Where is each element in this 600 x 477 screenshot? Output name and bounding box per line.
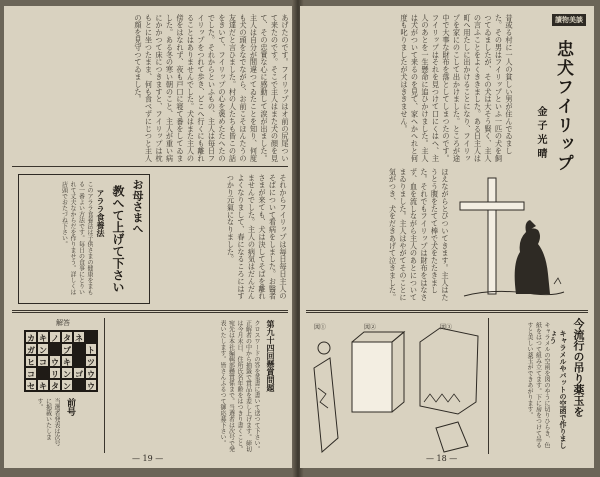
- cross-and-dog-illustration: [454, 174, 574, 304]
- craft-diagrams: [308, 318, 484, 458]
- figure-label-1: 図①: [314, 324, 327, 331]
- story-text-upper: 昔或る村に一人の貧しい男が住んでゐました。その男はフイリップといふ一匹の犬を飼つてゐましたが、その犬は大そう賢く、主人の言ふことをよくききました。ある日主人は町へ用たしに出かけることになり、フイリップを家にのこして出かけました。ところが途中で大事な財布を落としてしまつたのです。フイリップはそれを見つけて口にくはへ、主人のあとを一生懸命に追ひかけました。主人は犬がついて来るのを見て、家へかへれと何度も叱りましたが犬はききません。: [400, 14, 514, 162]
- left-page: あげたのです。フイリップはオ前の尻尾ついて来たのです。そこで主人はまた犬の顔を見て、その忠實な心に感動して涙が出ました。主人は自分が間違つてゐたことを知り、何度も犬の頭をなでながら、お前こそほんたうの友達だと言ひました。村の人たちも皆この話をきいて、フイリップの心を褒めたたへたのでした。それからといふもの、主人は毎日フイリップをつれて歩き、どこへ行くにも離れることはありませんでした。犬はまた主人の傍をはなれず、夜も戸口に寝て番をしてゐました。ある冬の寒い朝のこと、主人が重い病にかかつて床につきますと、フイリップは枕もとに坐つたまま、何も食べずにじつと主人の顔を見守つてゐました。 お母さまへ 教へて上げて下さい アララ食養法 このアララ食養法は子供さまの健康をまもる一番よい方法です。毎日の食事にとりいれて丈夫なからだを作りませう。詳しくは店頭でおたづね下さい。 それからフイリップは毎日毎日主人のそばについて看病をしました。お醫者さまが来ても、犬は決してそばを離れませんでした。主人の病気はだんだんよくなりまして、春になるころにはすつかり元氣になりました。 解答 カ キ ノ タ ネ ガ ン プ ト ヒ コ ウ キ ツ コ リ ン ゴ ウ セ キ タ ン ウ 前号 当選者発表は次号に掲載いたします。 クロスワードの答を葉書に書いて送つて下さい。正解者の中から抽籤で賞品を差し上げます。締切は今月末日、住所氏名年齢をはつきり書くこと。宛先は本社編輯部懸賞係まで。当選者は次号で発表いたします。皆さんふるつて御応募下さい。 第九十四回懸賞問題 — 19 —: [4, 6, 294, 468]
- contest-notes: クロスワードの答を葉書に書いて送つて下さい。正解者の中から抽籤で賞品を差し上げます。締切は今月末日、住所氏名年齢をはつきり書くこと。宛先は本社編輯部懸賞係まで。当選者は次号で発表いたします。皆さんふるつて御応募下さい。: [219, 320, 260, 452]
- series-tag: 讀物美談: [552, 14, 586, 26]
- right-page: [300, 6, 594, 468]
- advert-box: お母さまへ 教へて上げて下さい アララ食養法 このアララ食養法は子供さまの健康をまもる一番よい方法です。毎日の食事にとりいれて丈夫なからだを作りませう。詳しくは店頭でおたづね下さい。: [18, 174, 150, 304]
- left-folio: — 19 —: [132, 454, 164, 463]
- craft-instructions: キャラメルの空函を図のやうに切りひらき、色紙をはつて組み立てます。下に房をつけて吊るすと美しい薬玉ができあがります。: [526, 322, 550, 448]
- story-author: 金子光晴: [535, 106, 546, 162]
- advert-brand: アララ食養法: [96, 189, 106, 237]
- advert-heading: 教へて上げて下さい: [111, 185, 125, 293]
- advert-title: お母さまへ: [131, 179, 144, 234]
- sidebar-title: 今流行の吊り薬玉を: [572, 318, 585, 417]
- figure-label-2: 図②: [364, 324, 377, 331]
- crossword-grid: カ キ ノ タ ネ ガ ン プ ト ヒ コ ウ キ ツ コ リ ン ゴ ウ セ キ タ ン ウ: [24, 330, 98, 392]
- story-text-middle: ほえながらとびついてきます。主人はたうとう腹をたてて棒で犬をたたきました。それでもフイリップは財布をはなさず、血を流しながら主人のあとについてまゐりました。主人はやがてそのことに気がつき、犬をだきあげて泣きました。: [388, 168, 450, 302]
- figure-label-3: 図③: [440, 324, 453, 331]
- crossword-label: 解答: [56, 319, 70, 327]
- story-title: 忠犬フイリップ: [553, 40, 573, 173]
- contest-notice: 第九十四回懸賞問題: [266, 320, 276, 392]
- story-text-lower: それからフイリップは毎日毎日主人のそばについて看病をしました。お醫者さまが来ても、犬は決してそばを離れませんでした。主人の病気はだんだんよくなりまして、春になるころにはすつかり元氣になりました。: [226, 174, 288, 300]
- sidebar-subtitle: キャラメルやバットの空函で作りましょう: [549, 330, 568, 449]
- answers-label: 前号: [65, 398, 75, 416]
- story-text-continued: あげたのです。フイリップはオ前の尻尾ついて来たのです。そこで主人はまた犬の顔を見て、その忠實な心に感動して涙が出ました。主人は自分が間違つてゐたことを知り、何度も犬の頭をなでながら、お前こそほんたうの友達だと言ひました。村の人たちも皆この話をきいて、フイリップの心を褒めたたへたのでした。それからといふもの、主人は毎日フイリップをつれて歩き、どこへ行くにも離れることはありませんでした。犬はまた主人の傍をはなれず、夜も戸口に寝て番をしてゐました。ある冬の寒い朝のこと、主人が重い病にかかつて床につきますと、フイリップは枕もとに坐つたまま、何も食べずにじつと主人の顔を見守つてゐました。: [134, 14, 290, 162]
- right-folio: — 18 —: [426, 454, 458, 463]
